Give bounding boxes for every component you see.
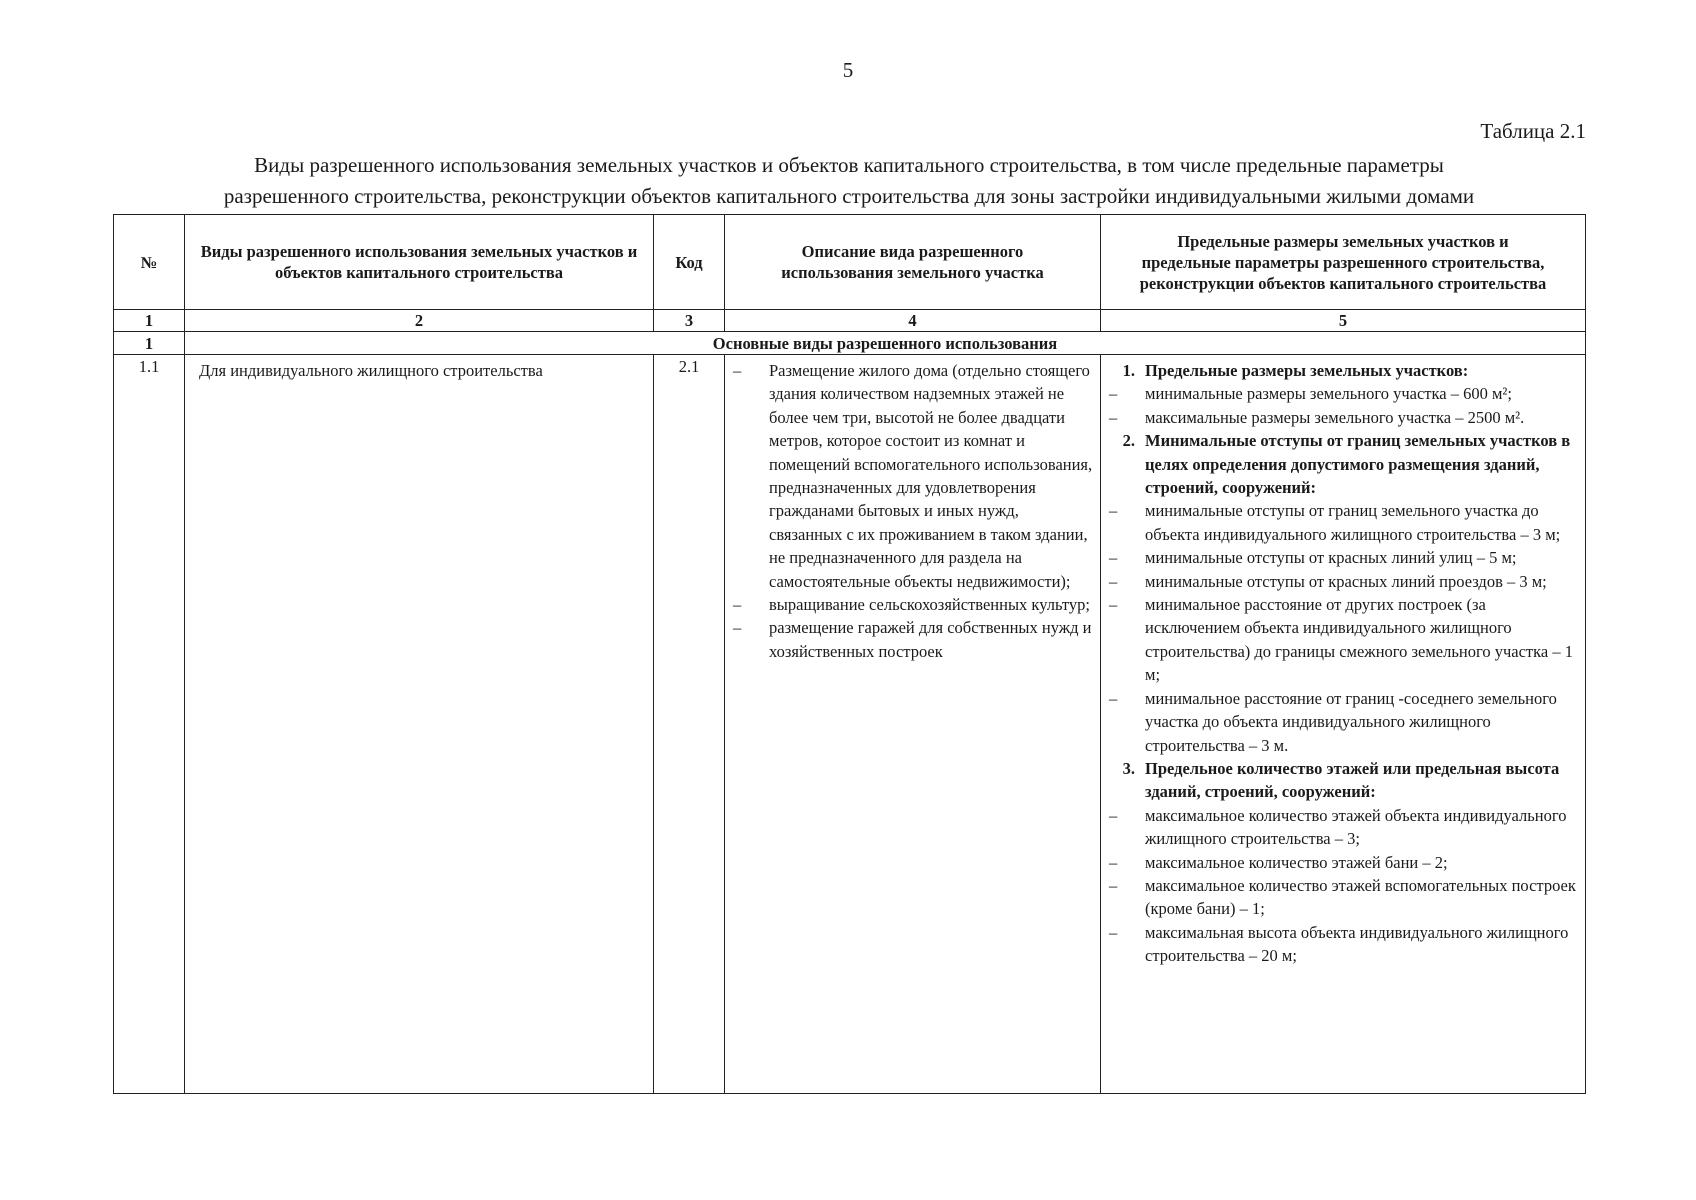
param-item-text: максимальные размеры земельного участка – 2500 м². — [1145, 407, 1525, 427]
section-row — [114, 332, 1586, 355]
table-title — [112, 150, 1586, 212]
param-item-text: минимальные отступы от красных линий проездов – 3 м; — [1145, 571, 1547, 591]
row-description-cell — [725, 355, 1101, 1094]
header-description: Описание вида разрешенного использования земельного участка — [725, 215, 1101, 310]
header-no: № — [114, 215, 185, 310]
param-item-text: максимальное количество этажей объекта индивидуального жилищного строительства – 3; — [1145, 805, 1567, 849]
dash-marker: – — [1109, 922, 1118, 942]
param-item-text: минимальные отступы от красных линий улиц – 5 м; — [1145, 548, 1517, 568]
param-item-text: минимальные размеры земельного участка – 600 м²; — [1145, 384, 1512, 404]
param-number: 2. — [1122, 431, 1135, 451]
table-title-line-2: разрешенного строительства, реконструкции объектов капитального строительства для зоны застройки индивидуальными жилыми домами — [223, 184, 1475, 208]
list-item — [725, 616, 1094, 663]
list-item — [725, 359, 1094, 593]
params-block — [1101, 355, 1585, 968]
description-text: Размещение жилого дома (отдельно стоящего здания количеством надземных этажей не более чем три, высотой не более двадцати метров, которое состоит из комнат и помещений вспомогательного использования, предназначенных для удовлетворения гражданами бытовых и иных нужд, связанных с их проживанием в таком здании, не предназначенного для раздела на самостоятельные объекты недвижимости); — [769, 361, 1093, 591]
dash-marker: – — [1109, 805, 1118, 825]
table-row — [114, 355, 1586, 1094]
header-use-type: Виды разрешенного использования земельных участков и объектов капитального строительства — [185, 215, 654, 310]
list-item — [1101, 687, 1581, 757]
list-item — [1101, 382, 1581, 405]
dash-marker: – — [1109, 501, 1118, 521]
section-number: 1 — [114, 332, 185, 355]
param-number: 3. — [1122, 758, 1135, 778]
column-number: 1 — [114, 310, 185, 332]
param-heading — [1101, 359, 1581, 382]
list-item — [1101, 593, 1581, 687]
dash-marker: – — [733, 618, 742, 638]
param-number: 1. — [1122, 361, 1135, 380]
description-text: выращивание сельскохозяйственных культур; — [769, 595, 1090, 615]
param-heading-text: Минимальные отступы от границ земельных участков в целях определения допустимого размещения зданий, строений, сооружений: — [1145, 431, 1571, 498]
list-item — [1101, 406, 1581, 429]
dash-marker: – — [1109, 852, 1118, 872]
list-item — [725, 593, 1094, 616]
param-heading — [1101, 757, 1581, 804]
column-number: 4 — [725, 310, 1101, 332]
table-label: Таблица 2.1 — [1480, 119, 1586, 143]
column-number-row — [114, 310, 1586, 332]
list-item — [1101, 570, 1581, 593]
permitted-use-table — [113, 214, 1586, 1094]
dash-marker: – — [1109, 407, 1118, 427]
dash-marker: – — [1109, 595, 1118, 615]
row-use-type: Для индивидуального жилищного строительства — [199, 361, 543, 380]
dash-marker: – — [1109, 384, 1118, 404]
description-list — [725, 355, 1100, 663]
row-code: 2.1 — [654, 355, 725, 1094]
dash-marker: – — [1109, 548, 1118, 568]
column-number: 3 — [654, 310, 725, 332]
param-item-text: минимальное расстояние от границ -соседнего земельного участка до объекта индивидуального жилищного строительства – 3 м. — [1145, 688, 1557, 755]
header-code: Код — [654, 215, 725, 310]
param-item-text: минимальные отступы от границ земельного участка до объекта индивидуального жилищного строительства – 3 м; — [1145, 501, 1561, 544]
description-text: размещение гаражей для собственных нужд и хозяйственных построек — [769, 618, 1092, 661]
page-number: 5 — [842, 58, 854, 82]
row-params-cell — [1101, 355, 1586, 1094]
param-heading-text: Предельное количество этажей или предельная высота зданий, строений, сооружений: — [1145, 758, 1560, 802]
column-number: 2 — [185, 310, 654, 332]
dash-marker: – — [1109, 571, 1118, 591]
param-heading — [1101, 429, 1581, 499]
param-item-text: максимальное количество этажей бани – 2; — [1145, 852, 1448, 872]
dash-marker: – — [1109, 688, 1118, 708]
column-number: 5 — [1101, 310, 1586, 332]
list-item — [1101, 921, 1581, 968]
section-title: Основные виды разрешенного использования — [185, 332, 1586, 355]
row-number: 1.1 — [114, 355, 185, 1094]
header-params: Предельные размеры земельных участков и предельные параметры разрешенного строительства, реконструкции объектов капитального строительства — [1101, 215, 1586, 310]
param-item-text: максимальное количество этажей вспомогательных построек (кроме бани) – 1; — [1145, 875, 1576, 919]
row-use-type-cell — [185, 355, 654, 1094]
param-item-text: минимальное расстояние от других построек (за исключением объекта индивидуального жилищного строительства) до границы смежного земельного участка – 1 м; — [1145, 595, 1573, 685]
list-item — [1101, 804, 1581, 851]
param-item-text: максимальная высота объекта индивидуального жилищного строительства – 20 м; — [1145, 922, 1569, 966]
list-item — [1101, 851, 1581, 874]
dash-marker: – — [733, 595, 742, 615]
param-heading-text: Предельные размеры земельных участков: — [1145, 361, 1469, 380]
dash-marker: – — [1109, 875, 1118, 895]
list-item — [1101, 546, 1581, 569]
table-title-line-1: Виды разрешенного использования земельных участков и объектов капитального строительства, в том числе предельные параметры — [254, 153, 1444, 177]
list-item — [1101, 874, 1581, 921]
list-item — [1101, 499, 1581, 546]
dash-marker: – — [733, 361, 742, 380]
table-header-row — [114, 215, 1586, 310]
